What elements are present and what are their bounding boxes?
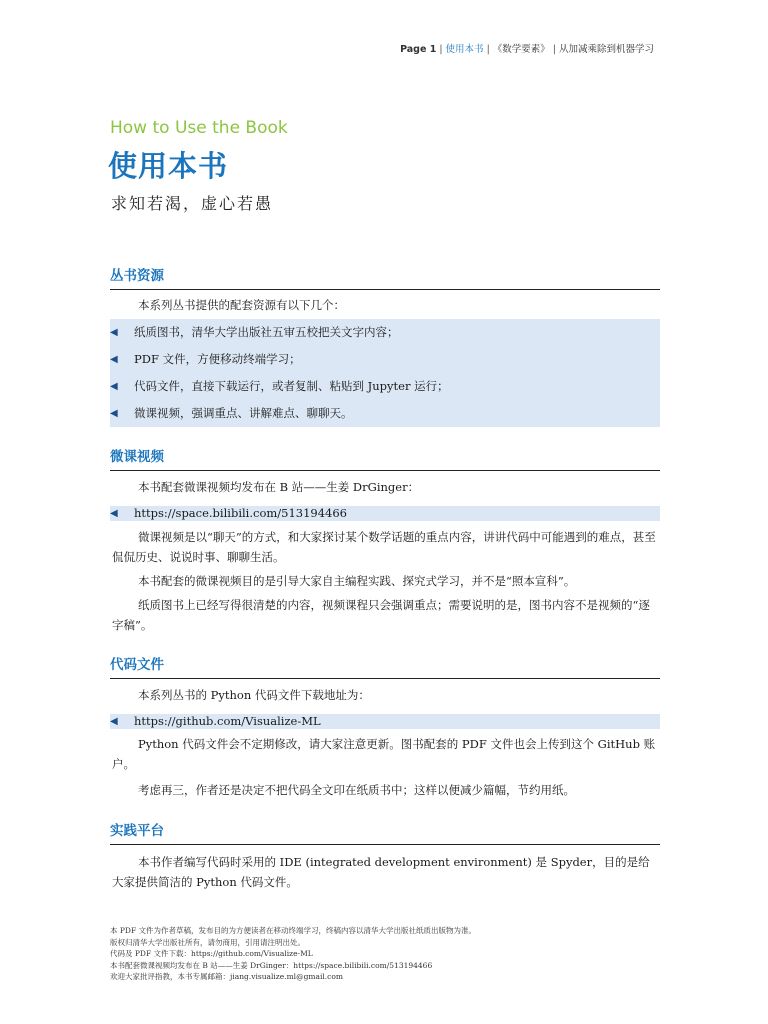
footer-line: 版权归清华大学出版社所有，请勿商用，引用请注明出处。 — [110, 937, 305, 947]
github-link[interactable]: https://github.com/Visualize-ML — [134, 714, 321, 728]
header-subtitle: 从加减乘除到机器学习 — [558, 44, 654, 55]
page-number: Page 1 — [400, 44, 437, 55]
header-section[interactable]: 使用本书 — [445, 44, 484, 55]
code-paragraph-1: Python 代码文件会不定期修改，请大家注意更新。图书配套的 PDF 文件也会上传到这个 GitHub 账户。 — [112, 737, 656, 771]
videos-paragraph-2: 本书配套的微课视频目的是引导大家自主编程实践、探究式学习，并不是“照本宣科”。 — [138, 574, 576, 588]
videos-paragraph-3: 纸质图书上已经写得很清楚的内容，视频课程只会强调重点；需要说明的是，图书内容不是视频的“逐字稿”。 — [112, 598, 650, 632]
section-resources — [110, 264, 660, 427]
code-intro: 本系列丛书的 Python 代码文件下载地址为： — [138, 688, 370, 702]
footer-line: 本书配套微课视频均发布在 B 站——生姜 DrGinger：https://space.bilibili.com/513194466 — [110, 960, 433, 970]
footer-line: 欢迎大家批评指教，本书专属邮箱：jiang.visualize.ml@gmail.com — [110, 972, 343, 981]
code-paragraph-2: 考虑再三，作者还是决定不把代码全文印在纸质书中；这样以便减少篇幅，节约用纸。 — [138, 783, 575, 797]
english-title: How to Use the Book — [110, 118, 288, 138]
section-code — [110, 653, 660, 800]
running-header: Page 1 | 使用本书 | 《数学要素》 | 从加减乘除到机器学习 — [400, 44, 654, 55]
bullet-arrow-icon: ◀ — [110, 408, 118, 419]
bilibili-link-row — [110, 506, 660, 521]
section-platform — [110, 819, 660, 892]
videos-intro: 本书配套微课视频均发布在 B 站——生姜 DrGinger： — [138, 480, 420, 494]
motto: 求知若渴，虚心若愚 — [111, 194, 274, 213]
list-item: ◀ 微课视频，强调重点、讲解难点、聊聊天。 — [110, 400, 660, 427]
header-series: 《数学要素》 — [492, 44, 550, 55]
section-title-resources: 丛书资源 — [110, 264, 660, 290]
resources-intro: 本系列丛书提供的配套资源有以下几个： — [138, 298, 345, 312]
footer-line: 代码及 PDF 文件下载：https://github.com/Visualize-ML — [110, 949, 313, 958]
videos-paragraph-1: 微课视频是以“聊天”的方式，和大家探讨某个数学话题的重点内容，讲讲代码中可能遇到的难点，甚至侃侃历史、说说时事、聊聊生活。 — [112, 530, 656, 564]
section-videos — [110, 445, 660, 635]
bullet-arrow-icon: ◀ — [110, 508, 118, 519]
footer-notes — [110, 925, 670, 983]
list-item: ◀ 纸质图书，清华大学出版社五审五校把关文字内容； — [110, 319, 660, 346]
list-item: ◀ PDF 文件，方便移动终端学习； — [110, 346, 660, 373]
resources-list — [110, 319, 660, 427]
page-title: 使用本书 — [108, 149, 229, 183]
platform-paragraph-1: 本书作者编写代码时采用的 IDE (integrated development environment) 是 Spyder，目的是给大家提供简洁的 Python 代码文件。 — [112, 855, 650, 889]
section-title-videos: 微课视频 — [110, 445, 660, 471]
github-link-row — [110, 714, 660, 729]
section-title-code: 代码文件 — [110, 653, 660, 679]
bilibili-link[interactable]: https://space.bilibili.com/513194466 — [134, 506, 347, 520]
list-item: ◀ 代码文件，直接下载运行，或者复制、粘贴到 Jupyter 运行； — [110, 373, 660, 400]
bullet-arrow-icon: ◀ — [110, 381, 118, 392]
bullet-arrow-icon: ◀ — [110, 354, 118, 365]
bullet-arrow-icon: ◀ — [110, 716, 118, 727]
section-title-platform: 实践平台 — [110, 819, 660, 845]
bullet-arrow-icon: ◀ — [110, 327, 118, 338]
footer-line: 本 PDF 文件为作者草稿，发布目的为方便读者在移动终端学习，终稿内容以清华大学出版社纸质出版物为准。 — [110, 926, 477, 935]
